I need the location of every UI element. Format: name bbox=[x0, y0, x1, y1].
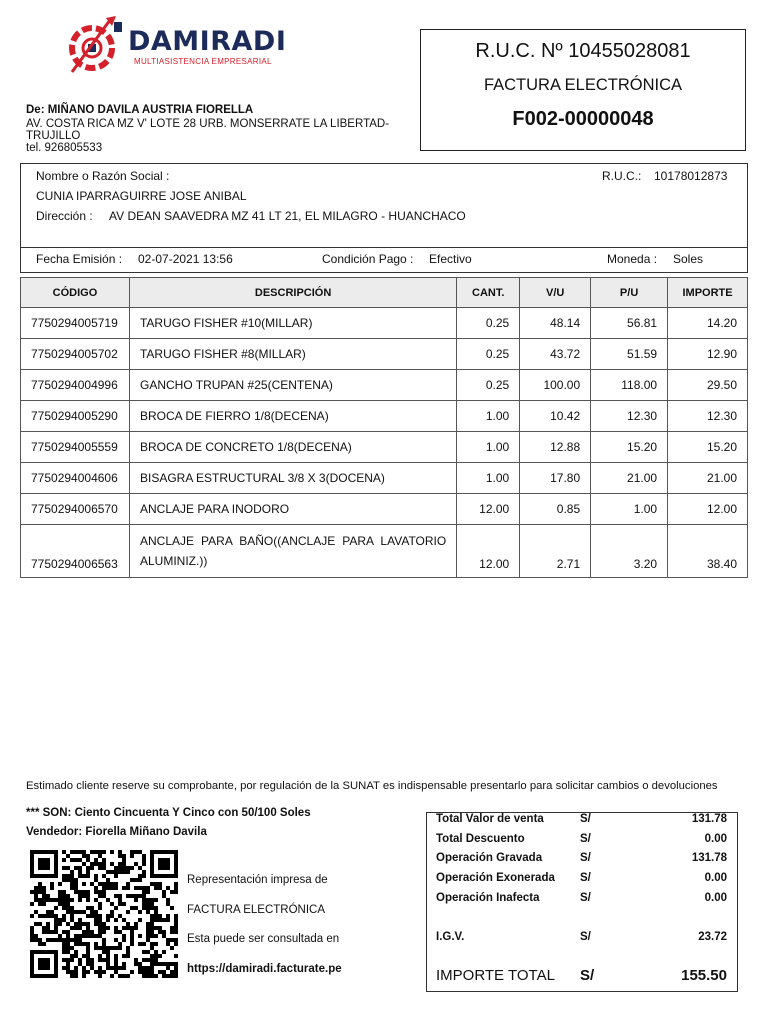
customer-address-label: Dirección : bbox=[36, 209, 93, 223]
totals-value: 131.78 bbox=[691, 852, 727, 864]
representation-info bbox=[187, 866, 342, 984]
item-amount: 12.00 bbox=[668, 494, 748, 525]
issuer-info bbox=[26, 104, 426, 154]
item-description: BROCA DE FIERRO 1/8(DECENA) bbox=[129, 401, 456, 432]
totals-label: Total Valor de venta bbox=[436, 813, 544, 825]
grand-total-label: IMPORTE TOTAL bbox=[436, 967, 555, 984]
table-row bbox=[21, 463, 748, 494]
grand-total-value: 155.50 bbox=[681, 967, 727, 984]
totals-value: 0.00 bbox=[704, 892, 727, 904]
table-row bbox=[21, 370, 748, 401]
currency-label: Moneda : bbox=[607, 252, 658, 266]
item-unit-price: 56.81 bbox=[591, 308, 668, 339]
customer-notice: Estimado cliente reserve su comprobante, por regulación de la SUNAT es indispensable presentarlo para solicitar cambios o devoluciones bbox=[26, 780, 718, 792]
item-code: 7750294005290 bbox=[21, 401, 130, 432]
customer-ruc: 10178012873 bbox=[654, 169, 728, 183]
totals-box bbox=[426, 812, 738, 992]
document-number: F002-00000048 bbox=[512, 108, 654, 130]
item-quantity: 12.00 bbox=[457, 525, 520, 578]
item-unit-value: 2.71 bbox=[520, 525, 591, 578]
item-description: BROCA DE CONCRETO 1/8(DECENA) bbox=[129, 432, 456, 463]
item-code: 7750294006563 bbox=[21, 525, 130, 578]
totals-label: Operación Inafecta bbox=[436, 892, 540, 904]
item-quantity: 1.00 bbox=[457, 463, 520, 494]
document-id-box bbox=[420, 29, 746, 151]
items-header-row bbox=[21, 278, 748, 308]
item-code: 7750294004996 bbox=[21, 370, 130, 401]
totals-value: 131.78 bbox=[691, 813, 727, 825]
representation-doc-type: FACTURA ELECTRÓNICA bbox=[187, 903, 326, 916]
table-row bbox=[21, 432, 748, 463]
document-type: FACTURA ELECTRÓNICA bbox=[483, 76, 683, 94]
item-unit-value: 10.42 bbox=[520, 401, 591, 432]
column-header: CÓDIGO bbox=[21, 278, 130, 308]
column-header: DESCRIPCIÓN bbox=[129, 278, 456, 308]
table-row bbox=[21, 339, 748, 370]
totals-currency: S/ bbox=[580, 852, 591, 864]
totals-currency: S/ bbox=[580, 813, 591, 825]
table-row bbox=[21, 308, 748, 339]
item-amount: 12.90 bbox=[668, 339, 748, 370]
issuer-phone: tel. 926805533 bbox=[26, 142, 103, 154]
item-amount: 21.00 bbox=[668, 463, 748, 494]
issue-date-label: Fecha Emisión : bbox=[36, 252, 123, 266]
item-unit-price: 21.00 bbox=[591, 463, 668, 494]
item-amount: 12.30 bbox=[668, 401, 748, 432]
payment-condition: Efectivo bbox=[429, 252, 472, 266]
totals-currency: S/ bbox=[580, 892, 591, 904]
item-quantity: 0.25 bbox=[457, 339, 520, 370]
customer-box-divider bbox=[21, 247, 747, 248]
totals-currency: S/ bbox=[580, 931, 591, 943]
consult-url-link[interactable]: https://damiradi.facturate.pe bbox=[187, 962, 342, 975]
totals-value: 0.00 bbox=[704, 833, 727, 845]
amount-in-words-block bbox=[26, 804, 311, 842]
representation-line: Representación impresa de bbox=[187, 874, 328, 886]
item-unit-value: 17.80 bbox=[520, 463, 591, 494]
damiradi-logo-icon bbox=[62, 14, 126, 78]
payment-condition-label: Condición Pago : bbox=[322, 252, 414, 266]
column-header: P/U bbox=[591, 278, 668, 308]
item-quantity: 0.25 bbox=[457, 370, 520, 401]
item-unit-value: 43.72 bbox=[520, 339, 591, 370]
currency: Soles bbox=[673, 252, 704, 266]
customer-box bbox=[20, 163, 748, 273]
table-row bbox=[21, 494, 748, 525]
amount-in-words: *** SON: Ciento Cincuenta Y Cinco con 50/100 Soles bbox=[26, 807, 311, 819]
customer-name: CUNIA IPARRAGUIRRE JOSE ANIBAL bbox=[36, 189, 247, 203]
item-description: TARUGO FISHER #10(MILLAR) bbox=[129, 308, 456, 339]
item-unit-price: 3.20 bbox=[591, 525, 668, 578]
item-unit-value: 12.88 bbox=[520, 432, 591, 463]
item-description: TARUGO FISHER #8(MILLAR) bbox=[129, 339, 456, 370]
totals-value: 23.72 bbox=[698, 931, 727, 943]
item-unit-value: 0.85 bbox=[520, 494, 591, 525]
item-unit-value: 48.14 bbox=[520, 308, 591, 339]
totals-currency: S/ bbox=[580, 833, 591, 845]
issue-date: 02-07-2021 13:56 bbox=[138, 252, 233, 266]
totals-value: 0.00 bbox=[704, 872, 727, 884]
item-quantity: 1.00 bbox=[457, 432, 520, 463]
brand-name: DAMIRADI bbox=[128, 26, 287, 57]
issuer-address-line1: AV. COSTA RICA MZ V' LOTE 28 URB. MONSERRATE LA LIBERTAD- bbox=[26, 118, 390, 130]
item-unit-price: 15.20 bbox=[591, 432, 668, 463]
customer-name-label: Nombre o Razón Social : bbox=[36, 169, 170, 183]
totals-label: Total Descuento bbox=[436, 833, 525, 845]
customer-address: AV DEAN SAAVEDRA MZ 41 LT 21, EL MILAGRO - HUANCHACO bbox=[109, 209, 466, 223]
item-amount: 14.20 bbox=[668, 308, 748, 339]
item-amount: 38.40 bbox=[668, 525, 748, 578]
item-description: GANCHO TRUPAN #25(CENTENA) bbox=[129, 370, 456, 401]
grand-total-currency: S/ bbox=[580, 967, 595, 984]
item-code: 7750294005702 bbox=[21, 339, 130, 370]
column-header: V/U bbox=[520, 278, 591, 308]
totals-label: Operación Exonerada bbox=[436, 872, 555, 884]
seller-name: Vendedor: Fiorella Miñano Davila bbox=[26, 826, 207, 838]
item-amount: 15.20 bbox=[668, 432, 748, 463]
item-quantity: 12.00 bbox=[457, 494, 520, 525]
customer-ruc-label: R.U.C.: bbox=[602, 169, 642, 183]
totals-currency: S/ bbox=[580, 872, 591, 884]
qr-code-icon bbox=[30, 850, 178, 978]
totals-label: I.G.V. bbox=[436, 931, 465, 943]
items-table bbox=[20, 277, 748, 578]
item-description: BISAGRA ESTRUCTURAL 3/8 X 3(DOCENA) bbox=[129, 463, 456, 494]
item-unit-value: 100.00 bbox=[520, 370, 591, 401]
item-code: 7750294004606 bbox=[21, 463, 130, 494]
issuer-name: De: MIÑANO DAVILA AUSTRIA FIORELLA bbox=[26, 104, 254, 116]
company-logo bbox=[62, 14, 292, 78]
item-code: 7750294005559 bbox=[21, 432, 130, 463]
table-row bbox=[21, 525, 748, 578]
item-amount: 29.50 bbox=[668, 370, 748, 401]
representation-consult: Esta puede ser consultada en bbox=[187, 933, 340, 945]
item-unit-price: 12.30 bbox=[591, 401, 668, 432]
item-unit-price: 1.00 bbox=[591, 494, 668, 525]
item-unit-price: 118.00 bbox=[591, 370, 668, 401]
item-code: 7750294005719 bbox=[21, 308, 130, 339]
item-description: ANCLAJE PARA BAÑO((ANCLAJE PARA LAVATORIO ALUMINIZ.)) bbox=[129, 525, 456, 578]
item-description: ANCLAJE PARA INODORO bbox=[129, 494, 456, 525]
issuer-ruc: R.U.C. Nº 10455028081 bbox=[475, 40, 691, 62]
item-quantity: 1.00 bbox=[457, 401, 520, 432]
item-code: 7750294006570 bbox=[21, 494, 130, 525]
issuer-address-line2: TRUJILLO bbox=[26, 130, 81, 142]
column-header: IMPORTE bbox=[668, 278, 748, 308]
totals-label: Operación Gravada bbox=[436, 852, 543, 864]
table-row bbox=[21, 401, 748, 432]
column-header: CANT. bbox=[457, 278, 520, 308]
item-unit-price: 51.59 bbox=[591, 339, 668, 370]
item-quantity: 0.25 bbox=[457, 308, 520, 339]
brand-tagline: MULTIASISTENCIA EMPRESARIAL bbox=[134, 57, 272, 66]
